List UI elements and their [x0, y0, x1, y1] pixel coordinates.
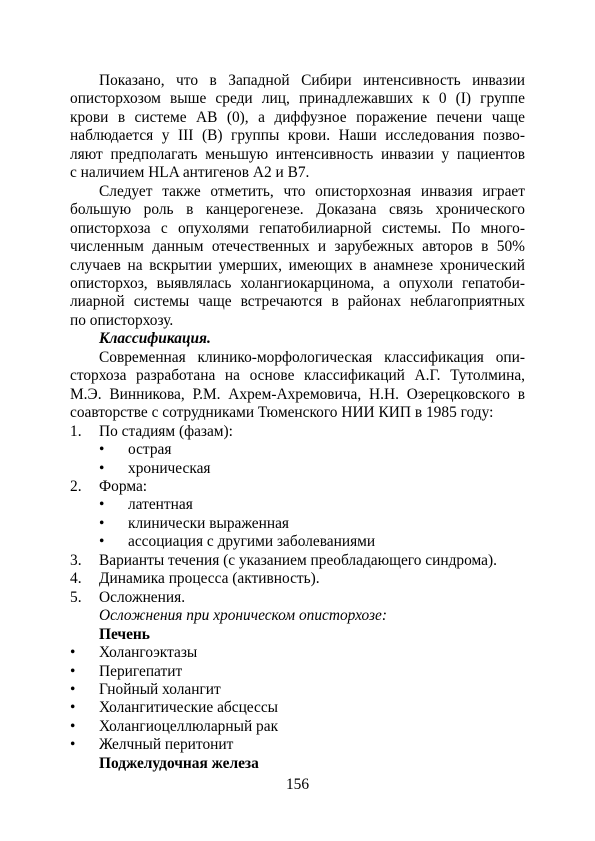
list-item	[70, 478, 525, 496]
text-line: по описторхозу.	[70, 311, 174, 329]
sub-list-item	[70, 496, 525, 514]
bullet-icon: •	[70, 662, 76, 680]
pancreas-heading: Поджелудочная железа	[99, 754, 259, 772]
text-line: описторхоза с опухолями гепатобилиарной системы. По много-	[70, 219, 525, 237]
list-item-text: Динамика процесса (активность).	[99, 570, 320, 588]
text-line: случаев на вскрытии умерших, имеющих в анамнезе хронический	[70, 256, 525, 274]
list-item-text: Холангоэктазы	[99, 644, 198, 662]
list-item	[70, 423, 525, 441]
list-number: 4.	[70, 570, 82, 588]
sub-list-item	[70, 441, 525, 459]
text-line: ляют предполагать меньшую интенсивность инвазии у пациентов	[70, 145, 525, 163]
list-number: 1.	[70, 422, 82, 440]
classification-heading: Классификация.	[99, 330, 211, 348]
text-line: соавторстве с сотрудниками Тюменского НИИ КИП в 1985 году:	[70, 404, 494, 422]
sub-list-item-text: ассоциация с другими заболеваниями	[128, 533, 376, 551]
list-item	[70, 552, 525, 570]
list-item	[70, 681, 525, 699]
sub-list-item	[70, 533, 525, 551]
list-item-text: Холангиоцеллюларный рак	[99, 717, 279, 735]
sub-list-item-text: хроническая	[128, 459, 211, 477]
bullet-icon: •	[99, 496, 105, 514]
text-line: Показано, что в Западной Сибири интенсивность инвазии	[99, 72, 525, 89]
text-line: лиарной системы чаще встречаются в районах неблагоприятных	[70, 293, 525, 311]
paragraph-classification	[70, 349, 525, 423]
text-line: с наличием HLA антигенов A2 и B7.	[70, 164, 310, 182]
list-item-text: Гнойный холангит	[99, 680, 221, 698]
numbered-list	[70, 423, 525, 608]
bullet-icon: •	[70, 736, 76, 754]
bullet-icon: •	[99, 459, 105, 477]
list-item	[70, 570, 525, 588]
sub-list-item	[70, 460, 525, 478]
complications-subtitle: Осложнения при хроническом описторхозе:	[99, 607, 387, 625]
bullet-icon: •	[99, 514, 105, 532]
list-number: 5.	[70, 588, 82, 606]
text-line: большую роль в канцерогенезе. Доказана связь хронического	[70, 201, 525, 219]
text-line: М.Э. Винникова, Р.М. Ахрем-Ахремовича, Н.Н. Озерецковского в	[70, 385, 525, 403]
paragraph-carcinogenesis	[70, 183, 525, 331]
text-line: Следует также отметить, что описторхозная инвазия играет	[99, 182, 525, 200]
list-number: 2.	[70, 477, 82, 495]
list-number: 3.	[70, 551, 82, 569]
page-number: 156	[285, 776, 310, 793]
text-line: численным данным отечественных и зарубежных авторов в 50%	[70, 238, 525, 256]
text-line: сторхоза разработана на основе классификаций А.Г. Тутолмина,	[70, 367, 525, 385]
list-item	[70, 699, 525, 717]
text-line: крови в системе AB (0), а диффузное поражение печени чаще	[70, 108, 525, 126]
bullet-icon: •	[99, 441, 105, 459]
bullet-icon: •	[70, 644, 76, 662]
liver-heading: Печень	[99, 625, 150, 643]
page-body	[70, 72, 525, 773]
sub-list-item	[70, 515, 525, 533]
sub-list-item-text: латентная	[128, 496, 193, 514]
list-item-text: Желчный перитонит	[99, 736, 234, 754]
list-item-text: По стадиям (фазам):	[99, 422, 233, 440]
list-item	[70, 736, 525, 754]
list-item	[70, 589, 525, 607]
list-item-text: Варианты течения (с указанием преобладающего синдрома).	[99, 551, 497, 569]
text-line: описторхоз, выявлялась холангиокарцинома, а опухоли гепатоби-	[70, 274, 525, 292]
list-item	[70, 644, 525, 662]
list-item-text: Форма:	[99, 477, 148, 495]
list-item-text: Перигепатит	[99, 662, 183, 680]
text-line: Современная клинико-морфологическая классификация опи-	[99, 348, 525, 366]
list-item-text: Осложнения.	[99, 588, 186, 606]
bullet-icon: •	[70, 717, 76, 735]
sub-list-item-text: острая	[128, 441, 172, 459]
paragraph-blood-groups	[70, 72, 525, 183]
bullet-icon: •	[99, 533, 105, 551]
text-line: описторхозом выше среди лиц, принадлежавших к 0 (I) группе	[70, 90, 525, 108]
sub-list-item-text: клинически выраженная	[128, 514, 289, 532]
text-line: наблюдается у III (B) группы крови. Наши исследования позво-	[70, 127, 525, 145]
liver-list	[70, 644, 525, 755]
list-item-text: Холангитические абсцессы	[99, 699, 279, 717]
list-item	[70, 718, 525, 736]
bullet-icon: •	[70, 699, 76, 717]
list-item	[70, 663, 525, 681]
bullet-icon: •	[70, 680, 76, 698]
